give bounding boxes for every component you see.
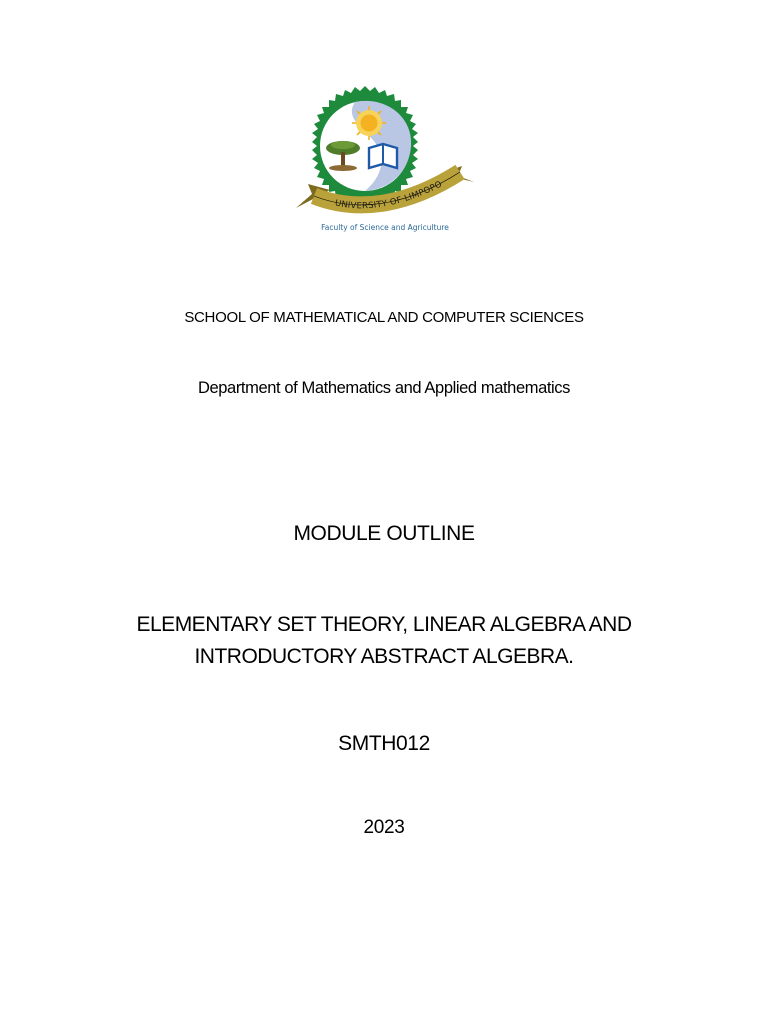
university-logo bbox=[290, 86, 480, 236]
module-code: SMTH012 bbox=[338, 732, 430, 755]
school-name: SCHOOL OF MATHEMATICAL AND COMPUTER SCIENCES bbox=[184, 309, 584, 326]
banner-text: UNIVERSITY OF LIMPOPO bbox=[333, 179, 445, 212]
department-name: Department of Mathematics and Applied mathematics bbox=[197, 379, 570, 397]
module-title bbox=[0, 609, 768, 673]
faculty-caption: Faculty of Science and Agriculture bbox=[321, 223, 449, 232]
academic-year: 2023 bbox=[363, 817, 405, 838]
document-heading: MODULE OUTLINE bbox=[293, 522, 475, 545]
university-crest-icon bbox=[290, 86, 480, 236]
book-icon bbox=[369, 144, 397, 168]
module-title-line-2: INTRODUCTORY ABSTRACT ALGEBRA. bbox=[194, 645, 574, 668]
module-title-line-1: ELEMENTARY SET THEORY, LINEAR ALGEBRA AND bbox=[136, 613, 632, 636]
